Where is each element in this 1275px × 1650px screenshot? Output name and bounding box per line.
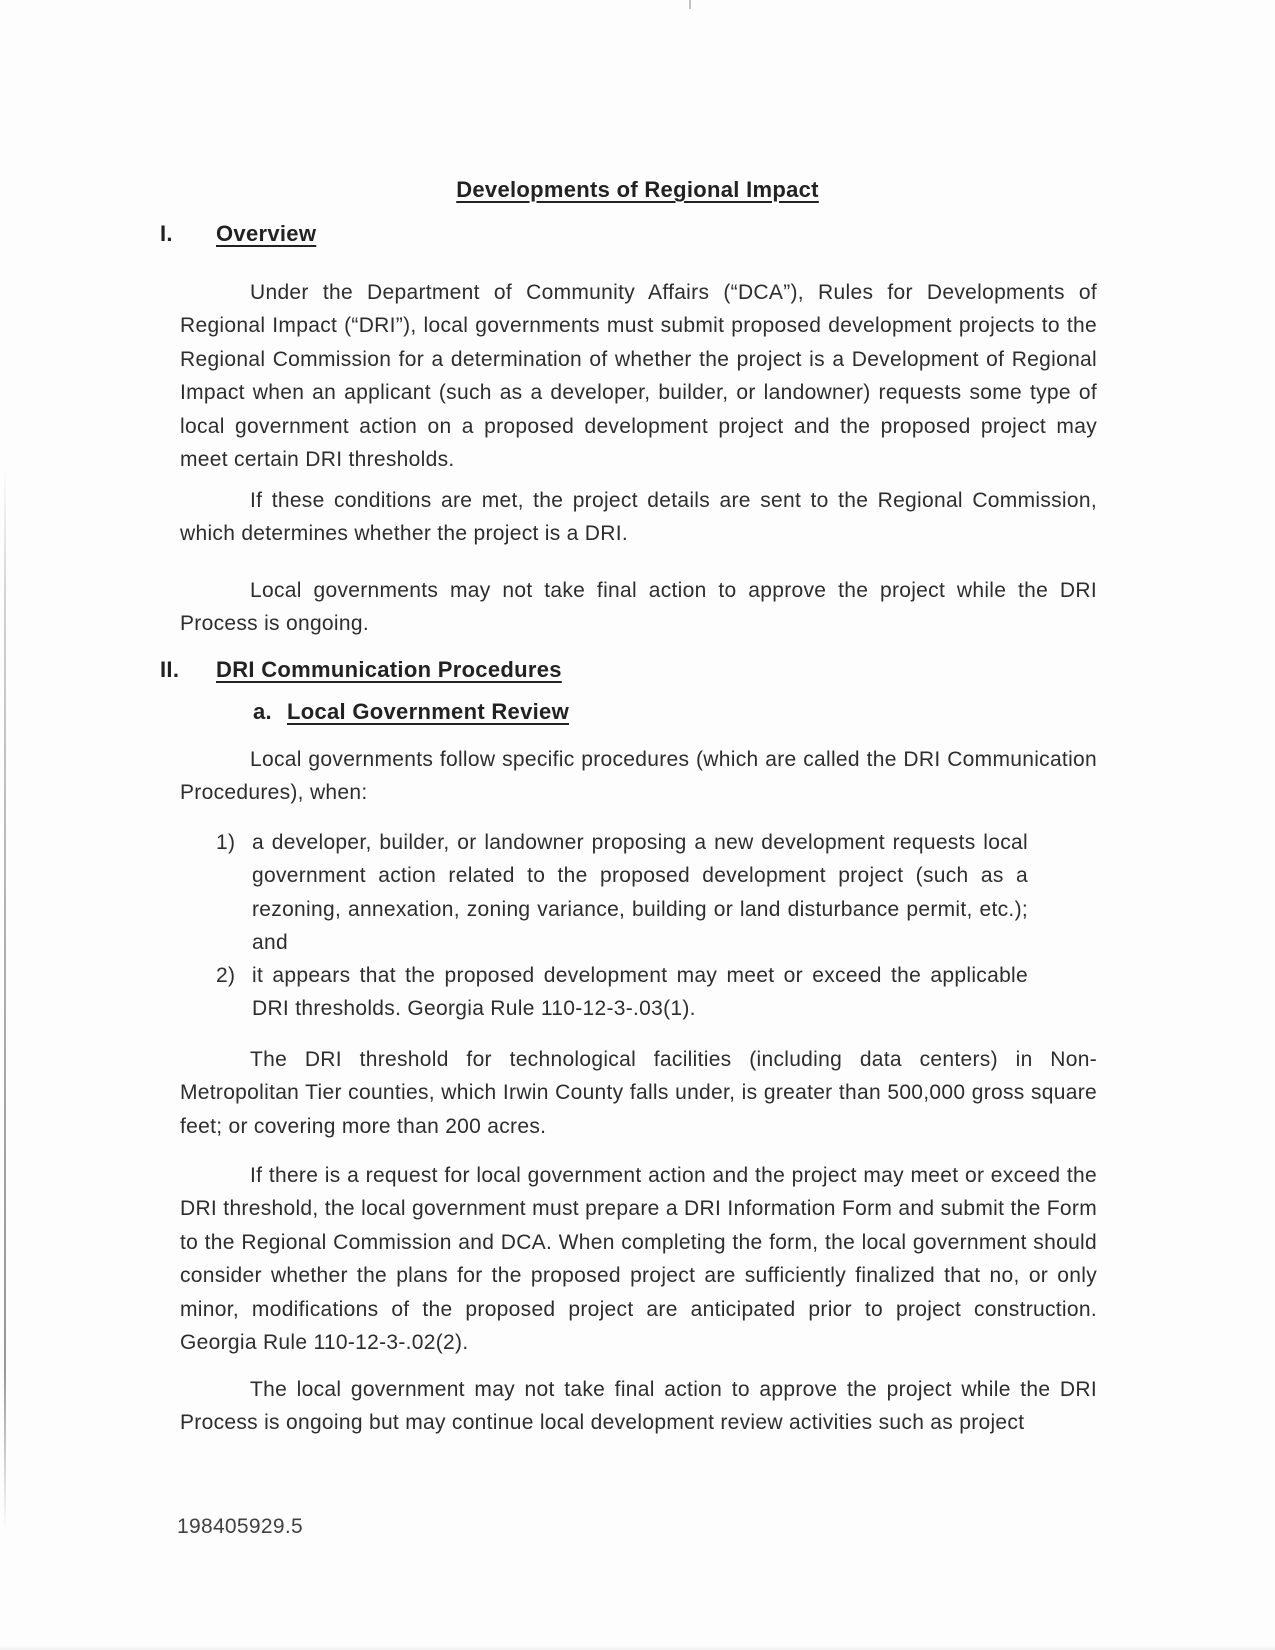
- procedures-paragraph-2: The DRI threshold for technological facilities (including data centers) in Non-Metropolitan Tier counties, which Irwin County falls under, is greater than 500,000 gross square feet; or covering more than 200 acres.: [180, 1048, 1097, 1138]
- section-2-heading-text: DRI Communication Procedures: [216, 657, 562, 682]
- document-control-number: 198405929.5: [177, 1515, 303, 1538]
- list-item-2-text: it appears that the proposed development may meet or exceed the applicable DRI thresholds. Georgia Rule 110-12-3-.03(1).: [252, 964, 1028, 1021]
- subsection-a-heading-text: Local Government Review: [287, 699, 569, 724]
- document-title-text: Developments of Regional Impact: [456, 177, 819, 202]
- document-title: [0, 177, 1275, 203]
- scan-artifact-left-edge-line: [4, 470, 6, 1530]
- procedures-paragraph-1: Local governments follow specific procedures (which are called the DRI Communication Procedures), when:: [180, 748, 1097, 805]
- subsection-a-letter: a.: [253, 699, 272, 724]
- procedures-paragraph-3: If there is a request for local government action and the project may meet or exceed the DRI threshold, the local government must prepare a DRI Information Form and submit the Form to the Regional Commission and DCA. When completing the form, the local government should consider whether the plans for the proposed project are sufficiently finalized that no, or only minor, modifications of the proposed project are anticipated prior to project construction. Georgia Rule 110-12-3-.02(2).: [180, 1164, 1097, 1355]
- section-1-heading-text: Overview: [216, 221, 317, 246]
- procedures-paragraph-4: The local government may not take final action to approve the project while the DRI Process is ongoing but may continue local development review activities such as project: [180, 1378, 1097, 1435]
- subsection-a-heading: [253, 699, 569, 725]
- section-2-number: II.: [160, 657, 180, 682]
- list-item-2-number: 2): [216, 964, 236, 987]
- scan-artifact-top-tick: [689, 0, 691, 9]
- scan-artifact-bottom-shade: [0, 1645, 1275, 1650]
- section-1-heading: [160, 221, 316, 247]
- section-2-heading: [160, 657, 562, 683]
- overview-paragraph-3: Local governments may not take final action to approve the project while the DRI Process is ongoing.: [180, 579, 1097, 636]
- list-item-1-text: a developer, builder, or landowner proposing a new development requests local government action related to the proposed development project (such as a rezoning, annexation, zoning variance, building or land disturbance permit, etc.); and: [252, 831, 1028, 955]
- overview-paragraph-2: If these conditions are met, the project details are sent to the Regional Commission, which determines whether the project is a DRI.: [180, 489, 1097, 546]
- list-item-1-number: 1): [216, 831, 236, 854]
- section-1-number: I.: [160, 221, 173, 246]
- overview-paragraph-1: Under the Department of Community Affairs (“DCA”), Rules for Developments of Regional Impact (“DRI”), local governments must submit proposed development projects to the Regional Commission for a determination of whether the project is a Development of Regional Impact when an applicant (such as a developer, builder, or landowner) requests some type of local government action on a proposed development project and the proposed project may meet certain DRI thresholds.: [180, 281, 1097, 472]
